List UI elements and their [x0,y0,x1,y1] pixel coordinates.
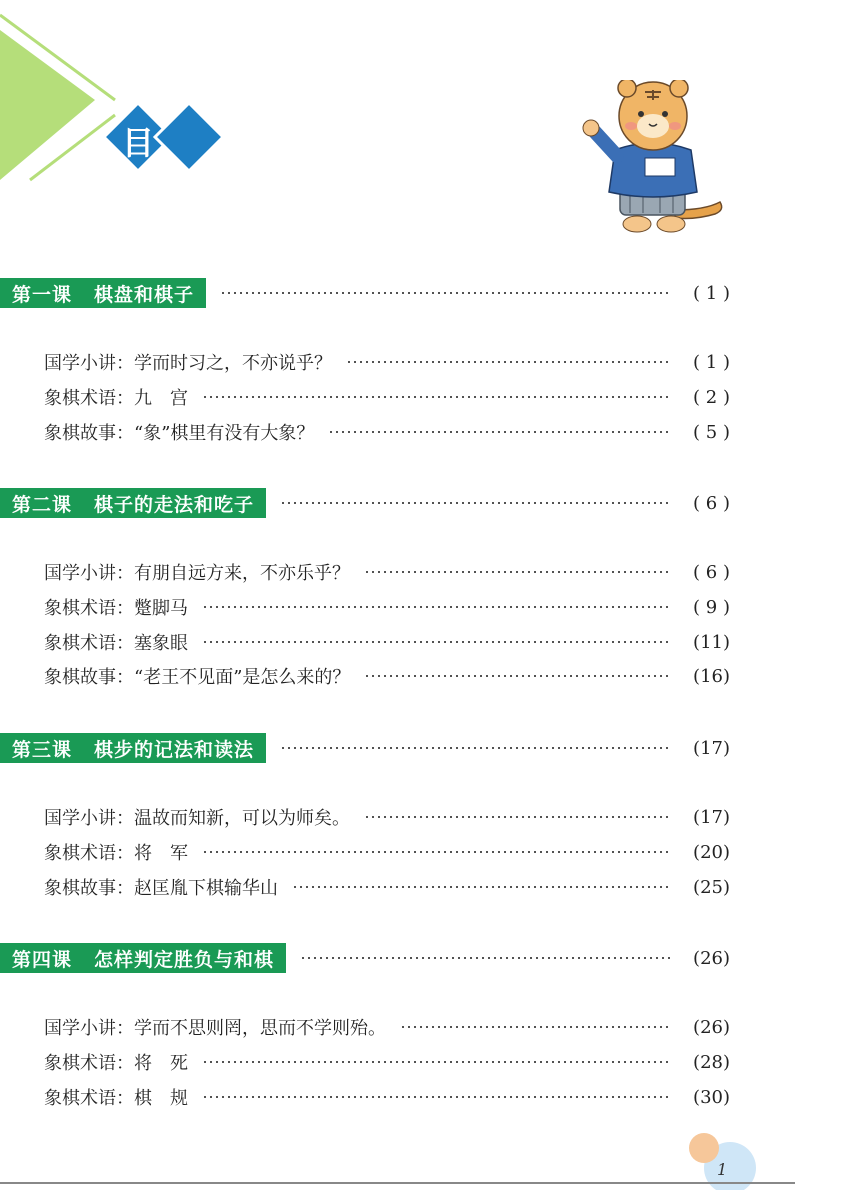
entry-title: “象”棋里有没有大象？ [134,423,315,444]
entry-title: 将 死 [134,1053,188,1074]
toc-entry[interactable] [44,382,730,412]
lesson-banner [0,943,286,973]
entry-title: 九 宫 [134,388,188,409]
lesson-row[interactable] [0,941,730,975]
toc-entry[interactable] [44,1012,730,1042]
leader-dots [202,641,672,643]
entry-category: 象棋术语： [44,843,134,864]
leader-dots [202,396,672,398]
leader-dots [364,816,672,818]
lesson-banner [0,488,266,518]
entry-category: 象棋故事： [44,667,134,688]
page-number: ( 1 ) [693,351,730,373]
page-number: (16) [693,665,730,687]
entry-category: 象棋术语： [44,633,134,654]
toc-entry[interactable] [44,837,730,867]
entry-category: 象棋故事： [44,423,134,444]
entry-title: 棋 规 [134,1088,188,1109]
entry-category: 象棋术语： [44,598,134,619]
lesson-banner [0,278,206,308]
footer-page-number: 1 [717,1160,728,1179]
entry-title: 学而不思则罔，思而不学则殆。 [134,1018,386,1039]
page-number: ( 6 ) [693,561,730,583]
leader-dots [364,571,672,573]
page-number: (28) [693,1051,730,1073]
page-number: ( 1 ) [693,282,730,304]
entry-category: 象棋术语： [44,1053,134,1074]
entry-title: 有朋自远方来，不亦乐乎？ [134,563,350,584]
entry-category: 国学小讲： [44,808,134,829]
entry-title: 将 军 [134,843,188,864]
toc-entry[interactable] [44,1047,730,1077]
leader-dots [220,292,672,294]
leader-dots [280,747,672,749]
entry-category: 国学小讲： [44,353,134,374]
leader-dots [202,851,672,853]
entry-category: 象棋术语： [44,1088,134,1109]
lesson-row[interactable] [0,486,730,520]
page-number: (17) [693,737,730,759]
leader-dots [328,431,672,433]
toc-entry[interactable] [44,557,730,587]
lesson-number: 第二课 [12,493,73,516]
leader-dots [202,1096,672,1098]
leader-dots [292,886,672,888]
lesson-title: 棋子的走法和吃子 [94,493,255,516]
page-title: 目录 [122,124,175,208]
page-number: (26) [693,1016,730,1038]
entry-title: 赵匡胤下棋输华山 [134,878,278,899]
toc-entry[interactable] [44,592,730,622]
entry-category: 象棋术语： [44,388,134,409]
entry-category: 国学小讲： [44,1018,134,1039]
lesson-banner [0,733,266,763]
page-number: (30) [693,1086,730,1108]
leader-dots [202,606,672,608]
footer-divider [0,1182,795,1184]
page-number: (26) [693,947,730,969]
toc-entry[interactable] [44,347,730,377]
leader-dots [346,361,672,363]
lesson-number: 第三课 [12,738,73,761]
lesson-number: 第四课 [12,948,73,971]
entry-category: 国学小讲： [44,563,134,584]
toc-entry[interactable] [44,802,730,832]
toc-entry[interactable] [44,872,730,902]
lesson-title: 棋盘和棋子 [94,283,195,306]
entry-title: 学而时习之，不亦说乎？ [134,353,332,374]
lesson-number: 第一课 [12,283,73,306]
lesson-row[interactable] [0,731,730,765]
lesson-row[interactable] [0,276,730,310]
page-number: (20) [693,841,730,863]
toc-entry[interactable] [44,417,730,447]
entry-title: 蹩脚马 [134,598,188,619]
page-number: (25) [693,876,730,898]
page-number: (17) [693,806,730,828]
lesson-title: 棋步的记法和读法 [94,738,255,761]
leader-dots [400,1026,672,1028]
leader-dots [364,675,672,677]
leader-dots [280,502,672,504]
toc-entry[interactable] [44,1082,730,1112]
leader-dots [300,957,672,959]
entry-title: 温故而知新，可以为师矣。 [134,808,350,829]
leader-dots [202,1061,672,1063]
toc-entry[interactable] [44,661,730,691]
entry-category: 象棋故事： [44,878,134,899]
page-number: ( 2 ) [693,386,730,408]
page-number: ( 6 ) [693,492,730,514]
entry-title: 塞象眼 [134,633,188,654]
page-number: (11) [693,631,730,653]
page-number: ( 5 ) [693,421,730,443]
toc-entry[interactable] [44,627,730,657]
lesson-title: 怎样判定胜负与和棋 [94,948,275,971]
page-number: ( 9 ) [693,596,730,618]
entry-title: “老王不见面”是怎么来的？ [134,667,351,688]
